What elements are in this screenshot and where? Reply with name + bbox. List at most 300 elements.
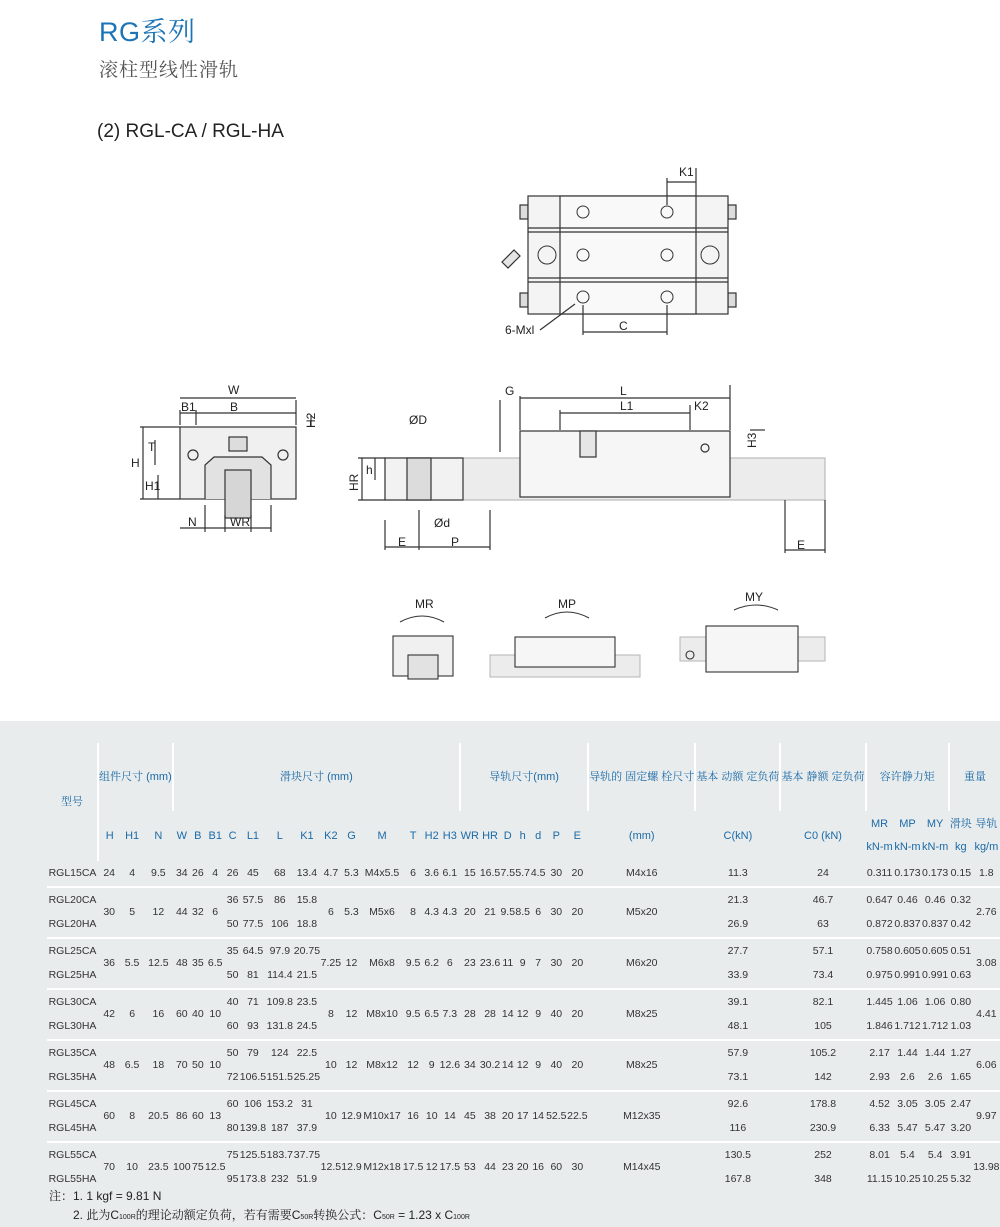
col-header: W [176, 829, 187, 842]
table-cell: 153.2 [266, 1091, 293, 1117]
series-title: RG系列 [99, 17, 196, 47]
table-cell: 7.3 [440, 989, 460, 1040]
table-cell: 20 [567, 887, 589, 938]
table-cell: 1.06 [894, 989, 922, 1015]
table-cell: 5.3 [344, 867, 359, 880]
table-cell: 1.44 [921, 1040, 949, 1066]
table-cell: 15.8 [293, 887, 320, 913]
table-cell: 10 [205, 989, 226, 1040]
spec-table-area [0, 721, 1000, 1227]
table-cell: 9 [515, 938, 530, 989]
table-cell: 178.8 [780, 1091, 865, 1117]
label-mp: MP [558, 597, 576, 611]
header-rail: 导轨尺寸(mm) [460, 743, 588, 811]
label-wr: WR [230, 515, 250, 529]
table-cell: M4x16 [625, 867, 658, 880]
table-cell: 16 [402, 1091, 423, 1142]
table-row [47, 1040, 1000, 1066]
table-cell: 26.9 [727, 918, 749, 931]
table-cell: 3.20 [950, 1122, 972, 1135]
label-hr: HR [347, 473, 361, 491]
table-row [47, 938, 1000, 964]
table-cell: 6.2 [424, 938, 440, 989]
side-view-drawing [358, 385, 825, 553]
table-cell: 0.46 [894, 887, 922, 913]
col-header: M [377, 829, 387, 842]
table-cell: 9.5 [402, 989, 423, 1040]
table-cell: 79 [240, 1040, 267, 1066]
table-cell: 173.8 [239, 1173, 267, 1186]
table-cell: 40 [226, 989, 240, 1015]
table-cell: 23 [500, 1142, 515, 1192]
table-cell: 13.98 [973, 1142, 1000, 1192]
cell-model: RGL20CA [47, 887, 98, 913]
table-cell: 100 [173, 1142, 191, 1192]
col-header: N [154, 829, 163, 842]
table-cell: 5.32 [950, 1173, 972, 1186]
table-cell: 12 [515, 1040, 530, 1091]
table-cell: 18 [144, 1040, 173, 1091]
table-cell: 6 [440, 938, 460, 989]
table-cell: 3.6 [424, 867, 439, 880]
table-cell: 10 [120, 1142, 144, 1192]
table-cell: 57.5 [240, 887, 267, 913]
table-cell: 2.76 [973, 887, 1000, 938]
table-cell: M8x10 [362, 989, 403, 1040]
table-cell: 17.5 [402, 1142, 423, 1192]
table-cell: 22.5 [293, 1040, 320, 1066]
table-cell: 0.872 [866, 918, 893, 931]
label-l1: L1 [620, 399, 634, 413]
table-cell: 50 [226, 1040, 240, 1066]
table-cell: 7.5 [500, 867, 516, 880]
table-cell: 63 [817, 918, 829, 931]
table-cell: 10 [424, 1091, 440, 1142]
header-model: 型号 [47, 743, 98, 861]
table-cell: 6 [120, 989, 144, 1040]
table-cell: 95 [226, 1173, 239, 1186]
table-cell: 21.3 [695, 887, 780, 913]
table-cell: 30 [550, 867, 563, 880]
table-cell: 53 [460, 1142, 480, 1192]
table-cell: 34 [460, 1040, 480, 1091]
table-cell: 32 [191, 887, 205, 938]
table-cell: 12 [515, 989, 530, 1040]
table-cell: 60 [546, 1142, 566, 1192]
table-cell: 12 [402, 1040, 423, 1091]
table-cell: 38 [480, 1091, 501, 1142]
table-cell: 131.8 [266, 1020, 293, 1033]
col-header: MP kN-m [894, 818, 921, 853]
col-header: C0 (kN) [804, 829, 842, 842]
table-cell: 105 [814, 1020, 832, 1033]
table-cell: 71 [240, 989, 267, 1015]
table-cell: 50 [191, 1040, 205, 1091]
table-cell: 21.5 [296, 969, 318, 982]
table-cell: 5.7 [515, 867, 530, 880]
table-row [47, 861, 1000, 887]
note-2-sub-100r: 100R [119, 1214, 136, 1221]
table-cell: 11 [500, 938, 515, 989]
cell-model: RGL30CA [47, 989, 98, 1015]
col-header: K1 [300, 829, 314, 842]
label-h-small: h [366, 463, 373, 477]
table-cell: 167.8 [724, 1173, 752, 1186]
table-cell: 0.173 [894, 867, 921, 880]
table-cell: 80 [226, 1122, 239, 1135]
table-cell: 1.44 [894, 1040, 922, 1066]
table-cell: 187 [271, 1122, 289, 1135]
table-cell: 6 [410, 867, 416, 880]
table-cell: 35 [191, 938, 205, 989]
table-cell: 10 [205, 1040, 226, 1091]
table-cell: 106 [271, 918, 289, 931]
table-cell: 70 [98, 1142, 120, 1192]
table-cell: 81 [247, 969, 259, 982]
table-cell: 5.4 [921, 1142, 949, 1168]
table-cell: 125.5 [240, 1142, 267, 1168]
label-mr: MR [415, 597, 434, 611]
col-header: 滑块 kg [949, 818, 972, 853]
table-cell: 5.4 [894, 1142, 922, 1168]
table-cell: 77.5 [242, 918, 264, 931]
table-cell: 3.05 [894, 1091, 922, 1117]
table-cell: 7.25 [320, 938, 341, 989]
table-cell: 16 [144, 989, 173, 1040]
table-cell: 12.6 [440, 1040, 460, 1091]
table-cell: 9.5 [151, 867, 166, 880]
label-t: T [148, 440, 156, 454]
table-cell: 23.5 [293, 989, 320, 1015]
table-cell: 24 [103, 867, 116, 880]
spec-table-body [47, 861, 1000, 1192]
label-od-small: Ød [434, 516, 451, 530]
table-cell: 4.52 [866, 1091, 894, 1117]
table-cell: 11.3 [728, 867, 748, 880]
table-cell: 50 [226, 918, 239, 931]
label-n: N [188, 515, 197, 529]
table-cell: 28 [460, 989, 480, 1040]
table-cell: 92.6 [695, 1091, 780, 1117]
header-static-load: 基本 静额 定负荷 [780, 743, 865, 811]
series-subtitle: 滚柱型线性滑轨 [99, 59, 240, 81]
table-cell: 4.7 [323, 867, 339, 880]
table-cell: 8.5 [515, 887, 530, 938]
table-cell: 7 [530, 938, 546, 989]
label-e2: E [797, 538, 806, 552]
table-cell: 60 [173, 989, 191, 1040]
table-cell: 27.7 [695, 938, 780, 964]
col-header: E [573, 829, 582, 842]
cell-model: RGL25CA [47, 938, 98, 964]
table-cell: 12 [341, 938, 361, 989]
table-cell: 36 [98, 938, 120, 989]
table-cell: 24 [817, 867, 829, 880]
table-cell: 6.5 [205, 938, 226, 989]
table-cell: 8 [320, 989, 341, 1040]
note-2-sub-100r-2: 100R [453, 1214, 470, 1221]
table-cell: 30 [546, 887, 566, 938]
table-cell: 70 [173, 1040, 191, 1091]
table-cell: 34 [175, 867, 188, 880]
table-cell: 0.647 [866, 887, 894, 913]
col-header: WR [460, 829, 479, 842]
table-cell: 0.605 [921, 938, 949, 964]
table-cell: 14 [500, 1040, 515, 1091]
table-cell: 0.975 [866, 969, 893, 982]
col-header: L1 [246, 829, 260, 842]
table-cell: 60 [191, 1091, 205, 1142]
table-cell: 1.27 [949, 1040, 973, 1066]
table-cell: 2.6 [900, 1071, 915, 1084]
table-cell: 37.9 [296, 1122, 318, 1135]
table-cell: 11.15 [866, 1173, 893, 1186]
table-cell: 24.5 [296, 1020, 318, 1033]
label-h3: H3 [745, 432, 759, 448]
table-cell: 82.1 [780, 989, 865, 1015]
table-cell: 20 [567, 989, 589, 1040]
header-block: 滑块尺寸 (mm) [173, 743, 460, 811]
table-cell: 1.03 [950, 1020, 972, 1033]
cell-model: RGL55HA [48, 1173, 97, 1186]
note-2-part-b: 的理论动额定负荷，若有需要C [135, 1208, 301, 1222]
table-cell: 40 [191, 989, 205, 1040]
table-cell: 28 [480, 989, 501, 1040]
table-cell: 0.837 [894, 918, 921, 931]
header-bolt: 导轨的 固定螺 栓尺寸 [588, 743, 695, 811]
table-cell: 9.97 [973, 1091, 1000, 1142]
table-cell: 17.5 [440, 1142, 460, 1192]
table-cell: 40 [546, 989, 566, 1040]
label-h: H [131, 456, 140, 470]
table-cell: 109.8 [266, 989, 293, 1015]
table-cell: 0.51 [949, 938, 973, 964]
label-l: L [620, 384, 627, 398]
table-cell: 45 [247, 867, 259, 880]
table-cell: 60 [98, 1091, 120, 1142]
table-cell: 36 [226, 887, 240, 913]
table-cell: 4.3 [424, 887, 440, 938]
table-cell: 2.17 [866, 1040, 894, 1066]
section-title: (2) RGL-CA / RGL-HA [97, 121, 284, 142]
table-cell: 0.80 [949, 989, 973, 1015]
table-cell: 23.5 [144, 1142, 173, 1192]
table-cell: 20.5 [144, 1091, 173, 1142]
table-cell: 20 [567, 1040, 589, 1091]
table-cell: 31 [293, 1091, 320, 1117]
table-cell: 33.9 [727, 969, 749, 982]
table-cell: 60 [226, 1020, 239, 1033]
table-cell: 139.8 [239, 1122, 267, 1135]
col-header: K2 [324, 829, 338, 842]
table-cell: 0.311 [866, 867, 893, 880]
col-header: T [409, 829, 417, 842]
table-cell: 0.15 [950, 867, 972, 880]
table-cell: 12 [341, 989, 361, 1040]
col-header: D [503, 829, 512, 842]
table-cell: 64.5 [240, 938, 267, 964]
col-header: 导轨 kg/m [974, 818, 999, 853]
table-cell: 12 [341, 1040, 361, 1091]
table-cell: 10.25 [894, 1173, 921, 1186]
header-moment: 容许静力矩 [866, 743, 949, 811]
table-cell: 1.06 [921, 989, 949, 1015]
table-cell: 14 [530, 1091, 546, 1142]
table-cell: 2.93 [869, 1071, 890, 1084]
table-cell: 151.5 [266, 1071, 293, 1084]
table-cell: 12.9 [341, 1091, 361, 1142]
table-cell: 0.46 [921, 887, 949, 913]
table-cell: 0.605 [894, 938, 922, 964]
table-cell: 10 [320, 1091, 341, 1142]
table-cell: 13.4 [296, 867, 318, 880]
col-header: H [105, 829, 114, 842]
table-cell: 106.5 [239, 1071, 267, 1084]
table-cell: 44 [480, 1142, 501, 1192]
table-cell: 1.445 [866, 989, 894, 1015]
cell-model: RGL15CA [48, 867, 97, 880]
col-header: d [535, 829, 542, 842]
table-cell: 5.47 [897, 1122, 918, 1135]
table-cell: 142 [814, 1071, 832, 1084]
table-cell: 1.846 [866, 1020, 893, 1033]
label-k1: K1 [679, 165, 694, 179]
table-cell: 12.5 [320, 1142, 341, 1192]
table-cell: 9.5 [402, 938, 423, 989]
label-my: MY [745, 590, 763, 604]
table-cell: M12x18 [362, 1142, 403, 1192]
table-cell: 25.25 [293, 1071, 321, 1084]
table-cell: 3.05 [921, 1091, 949, 1117]
cell-model: RGL45HA [48, 1122, 97, 1135]
table-cell: 51.9 [296, 1173, 318, 1186]
table-cell: 48.1 [727, 1020, 749, 1033]
col-header: B [194, 829, 202, 842]
table-cell: 17 [515, 1091, 530, 1142]
header-weight: 重量 [963, 770, 986, 783]
table-cell: 14 [440, 1091, 460, 1142]
table-cell: 86 [266, 887, 293, 913]
table-cell: 93 [247, 1020, 259, 1033]
table-cell: 114.4 [267, 969, 293, 982]
table-cell: 97.9 [266, 938, 293, 964]
table-cell: 35 [226, 938, 240, 964]
table-cell: 20 [460, 887, 480, 938]
table-cell: 0.32 [949, 887, 973, 913]
col-header: L [276, 829, 283, 842]
front-view-drawing [140, 398, 311, 532]
table-cell: 23.6 [480, 938, 501, 989]
table-cell: 9 [530, 1040, 546, 1091]
table-cell: 40 [546, 1040, 566, 1091]
label-k2: K2 [694, 399, 709, 413]
table-cell: 3.91 [949, 1142, 973, 1168]
table-cell: 230.9 [809, 1122, 837, 1135]
cell-model: RGL25HA [48, 969, 97, 982]
table-cell: 0.991 [922, 969, 949, 982]
table-cell: 6.5 [424, 989, 440, 1040]
moment-diagrams [393, 605, 825, 679]
table-cell: 45 [460, 1091, 480, 1142]
note-2-sub-50r-2: 50R [381, 1214, 395, 1221]
table-row [47, 989, 1000, 1015]
label-e: E [398, 535, 407, 549]
table-cell: 348 [814, 1173, 832, 1186]
table-cell: 5.47 [924, 1122, 946, 1135]
label-p: P [451, 535, 460, 549]
table-cell: 30 [546, 938, 566, 989]
table-cell: 20.75 [293, 938, 320, 964]
table-cell: 6.06 [973, 1040, 1000, 1091]
note-2-part-a: 2. 此为C [73, 1208, 120, 1222]
label-b1: B1 [181, 400, 196, 414]
table-cell: 105.2 [780, 1040, 865, 1066]
table-cell: 20 [571, 867, 584, 880]
col-header: C [228, 829, 237, 842]
table-cell: 20 [515, 1142, 530, 1192]
table-cell: 52.5 [546, 1091, 566, 1142]
table-cell: 26 [226, 867, 239, 880]
table-cell: 5 [120, 887, 144, 938]
table-cell: 5.5 [120, 938, 144, 989]
table-cell: 16 [530, 1142, 546, 1192]
label-mxl: 6-Mxl [505, 323, 535, 337]
col-header: H2 [424, 829, 439, 842]
table-cell: 37.75 [293, 1142, 320, 1168]
table-cell: 0.173 [922, 867, 949, 880]
table-cell: 252 [780, 1142, 865, 1168]
cell-model: RGL45CA [47, 1091, 98, 1117]
cell-model: RGL30HA [48, 1020, 97, 1033]
table-cell: 48 [98, 1040, 120, 1091]
table-cell: 124 [266, 1040, 293, 1066]
table-cell: 30 [567, 1142, 589, 1192]
table-cell: M6x20 [588, 938, 695, 989]
table-cell: 116 [729, 1122, 747, 1135]
table-cell: 39.1 [695, 989, 780, 1015]
label-g: G [505, 384, 515, 398]
label-h1: H1 [145, 479, 161, 493]
table-cell: 44 [173, 887, 191, 938]
table-cell: 15 [464, 867, 476, 880]
table-cell: 73.4 [812, 969, 834, 982]
top-view-drawing [502, 168, 736, 335]
table-cell: 4 [129, 867, 136, 880]
table-cell: 4.3 [440, 887, 460, 938]
table-cell: 42 [98, 989, 120, 1040]
table-cell: M8x25 [588, 1040, 695, 1091]
table-cell: 30 [98, 887, 120, 938]
table-cell: M8x25 [588, 989, 695, 1040]
col-header: HR [482, 829, 498, 842]
cell-model: RGL20HA [48, 918, 97, 931]
note-2-part-d: = 1.23 x C [394, 1208, 454, 1222]
table-cell: 0.758 [866, 938, 894, 964]
table-cell: 75 [191, 1142, 205, 1192]
table-cell: M12x35 [588, 1091, 695, 1142]
label-c: C [619, 319, 628, 333]
footnotes [49, 1187, 470, 1227]
table-cell: 73.1 [727, 1071, 749, 1084]
subheader-row [47, 811, 1000, 861]
label-w: W [228, 383, 240, 397]
table-cell: 0.63 [950, 969, 972, 982]
table-cell: 20 [567, 938, 589, 989]
note-1: 注：1. 1 kgf = 9.81 N [49, 1189, 162, 1203]
table-cell: 0.837 [922, 918, 949, 931]
table-cell: 1.65 [950, 1071, 972, 1084]
table-cell: 4.5 [530, 867, 546, 880]
